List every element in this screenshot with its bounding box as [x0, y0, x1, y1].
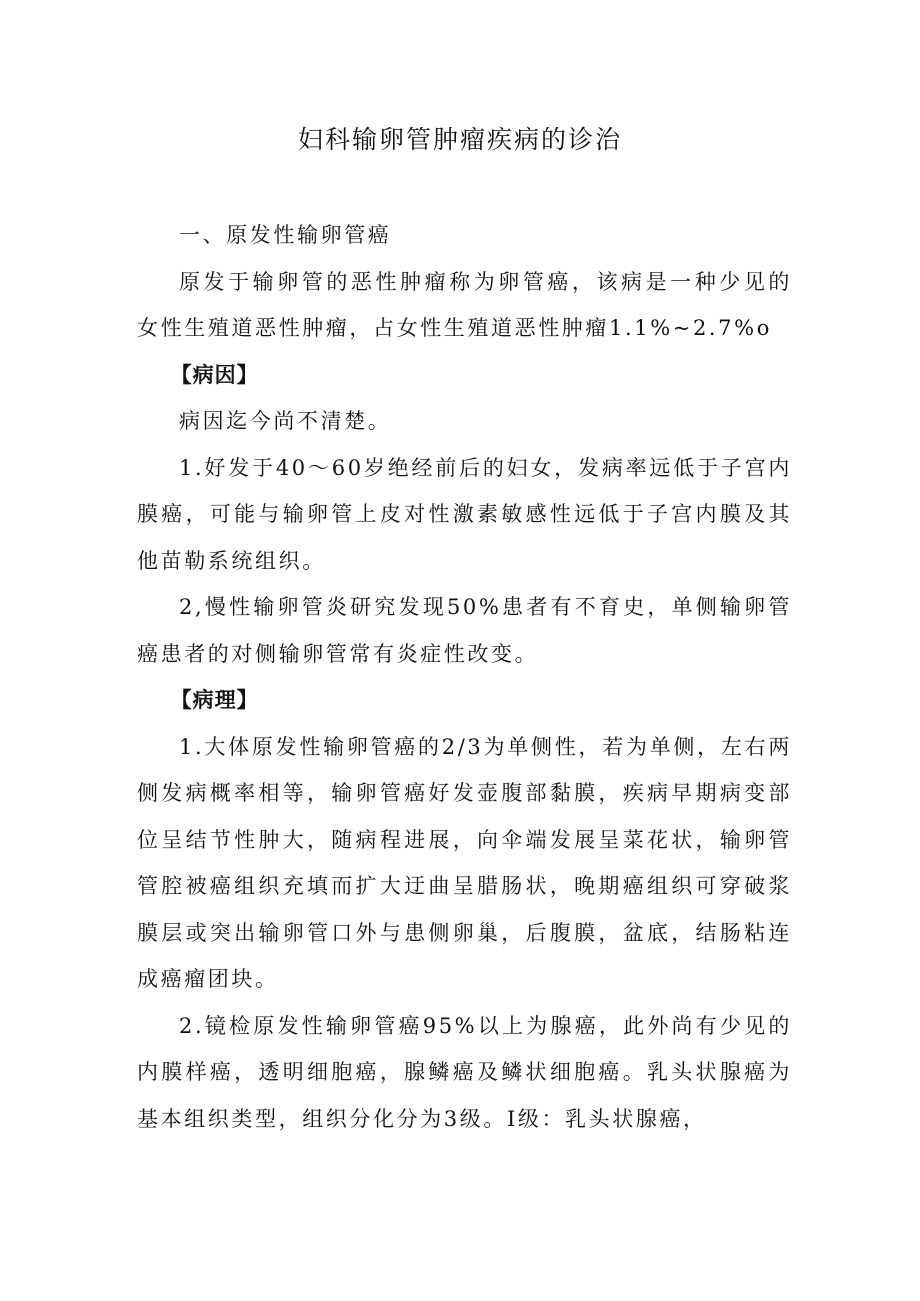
section-heading: 一、原发性输卵管癌 [179, 223, 392, 247]
document-title: 妇科输卵管肿瘤疾病的诊治 [297, 125, 622, 154]
document-body [137, 212, 792, 1142]
paragraph: 2,慢性输卵管炎研究发现50%患者有不育史，单侧输卵管癌患者的对侧输卵管常有炎症性改变。 [137, 595, 792, 666]
paragraph: 原发于输卵管的恶性肿瘤称为卵管癌，该病是一种少见的女性生殖道恶性肿瘤，占女性生殖道恶性肿瘤1.1%~2.7%o [137, 269, 792, 340]
subsection-heading-etiology: 【病因】 [170, 361, 259, 387]
paragraph: 2.镜检原发性输卵管癌95%以上为腺癌，此外尚有少见的内膜样癌，透明细胞癌，腺鳞癌及鳞状细胞癌。乳头状腺癌为基本组织类型，组织分化分为3级。I级：乳头状腺癌， [137, 1013, 792, 1131]
paragraph: 1.大体原发性输卵管癌的2/3为单侧性，若为单侧，左右两侧发病概率相等，输卵管癌好发壶腹部黏膜，疾病早期病变部位呈结节性肿大，随病程进展，向伞端发展呈菜花状，输卵管管腔被癌组织充填而扩大迂曲呈腊肠状，晚期癌组织可穿破浆膜层或突出输卵管口外与患侧卵巢，后腹膜，盆底，结肠粘连成癌瘤团块。 [137, 734, 792, 991]
paragraph: 病因迄今尚不清楚。 [179, 409, 392, 433]
paragraph: 1.好发于40～60岁绝经前后的妇女，发病率远低于子宫内膜癌，可能与输卵管上皮对性激素敏感性远低于子宫内膜及其他苗勒系统组织。 [137, 455, 792, 573]
subsection-heading-pathology: 【病理】 [170, 687, 259, 712]
